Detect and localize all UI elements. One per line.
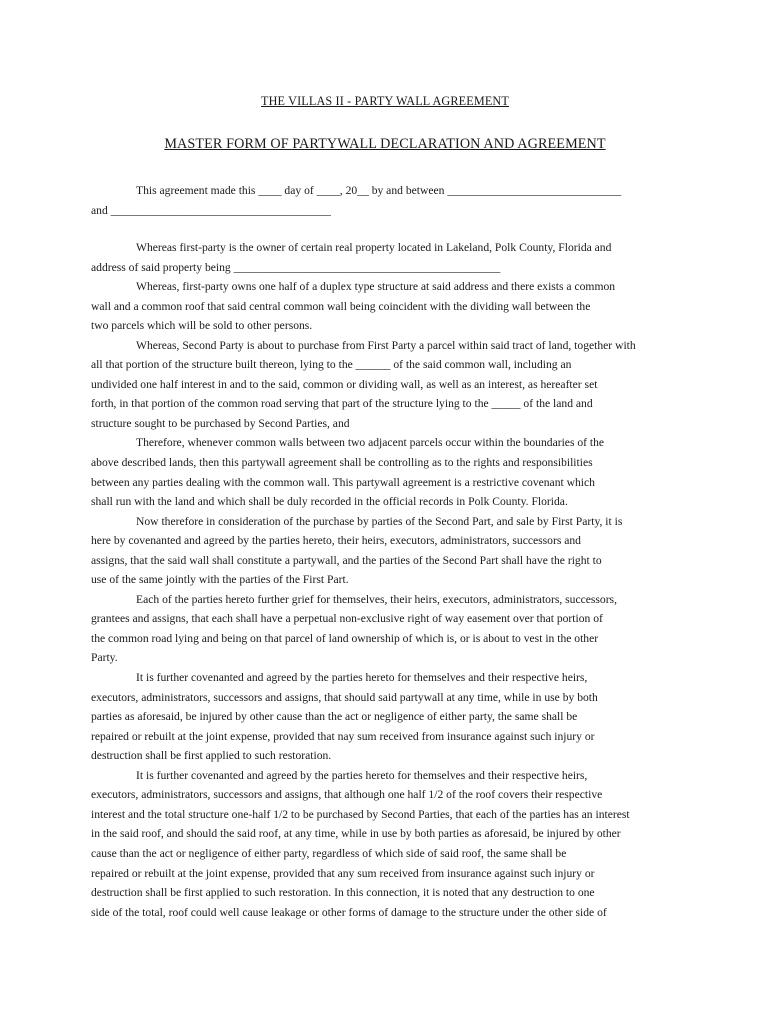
text-line: two parcels which will be sold to other persons. — [91, 319, 313, 333]
text-line: Each of the parties hereto further grief for themselves, their heirs, executors, administrators, successors, — [136, 592, 617, 606]
text-line: all that portion of the structure built thereon, lying to the ______ of the said common wall, including an — [91, 358, 572, 372]
text-line: Whereas first-party is the owner of certain real property located in Lakeland, Polk County, Florida and — [136, 241, 612, 254]
text-line: Now therefore in consideration of the purchase by parties of the Second Part, and sale by First Party, it is — [136, 514, 623, 528]
text-line: undivided one half interest in and to the said, common or dividing wall, as well as an interest, as hereafter set — [91, 377, 598, 391]
text-line: wall and a common roof that said central common wall being coincident with the dividing wall between the — [91, 299, 591, 313]
text-line: cause than the act or negligence of either party, regardless of which side of said roof, the same shall be — [91, 846, 567, 860]
text-line: destruction shall be first applied to such restoration. — [91, 749, 332, 763]
text-line: It is further covenanted and agreed by the parties hereto for themselves and their respective heirs, — [136, 671, 588, 685]
text-line: Party. — [91, 651, 118, 665]
text-line: in the said roof, and should the said roof, at any time, while in use by both parties as aforesaid, be injured by other — [91, 827, 621, 841]
text-line: parties as aforesaid, be injured by other cause than the act or negligence of either party, the same shall be — [91, 710, 578, 724]
text-line: interest and the total structure one-half 1/2 to be purchased by Second Parties, that each of the parties has an interest — [91, 807, 630, 821]
text-line: use of the same jointly with the parties of the First Part. — [91, 573, 349, 587]
text-line: and ______________________________________ — [91, 203, 331, 217]
text-line: here by covenanted and agreed by the parties hereto, their heirs, executors, administrators, successors and — [91, 534, 581, 548]
document-title: THE VILLAS II - PARTY WALL AGREEMENT — [261, 94, 509, 108]
text-line: Therefore, whenever common walls between two adjacent parcels occur within the boundaries of the — [136, 436, 605, 450]
text-line: shall run with the land and which shall be duly recorded in the official records in Polk County. Florida. — [91, 495, 568, 509]
text-line: destruction shall be first applied to such restoration. In this connection, it is noted that any destruction to one — [91, 886, 595, 900]
text-line: executors, administrators, successors and assigns, that should said partywall at any time, while in use by both — [91, 690, 598, 704]
text-line: It is further covenanted and agreed by the parties hereto for themselves and their respective heirs, — [136, 768, 588, 782]
text-line: forth, in that portion of the common road serving that part of the structure lying to the _____ of the land and — [91, 397, 593, 411]
text-line: repaired or rebuilt at the joint expense, provided that any sum received from insurance against such injury or — [91, 866, 595, 880]
text-line: side of the total, roof could well cause leakage or other forms of damage to the structure under the other side of — [91, 905, 607, 919]
text-line: the common road lying and being on that parcel of land ownership of which is, or is about to vest in the other — [91, 631, 599, 645]
text-line: repaired or rebuilt at the joint expense, provided that nay sum received from insurance against such injury or — [91, 729, 595, 743]
text-line: Whereas, first-party owns one half of a duplex type structure at said address and there exists a common — [136, 280, 616, 294]
text-line: executors, administrators, successors and assigns, that although one half 1/2 of the roof covers their respective — [91, 788, 603, 802]
text-line: between any parties dealing with the common wall. This partywall agreement is a restrictive covenant which — [91, 475, 595, 489]
text-line: This agreement made this ____ day of ____, 20__ by and between ______________________________ — [136, 184, 622, 197]
agreement-body — [91, 238, 691, 922]
text-line: grantees and assigns, that each shall have a perpetual non-exclusive right of way easement over that portion of — [91, 612, 603, 626]
text-line: structure sought to be purchased by Second Parties, and — [91, 416, 350, 430]
document-subtitle: MASTER FORM OF PARTYWALL DECLARATION AND AGREEMENT — [164, 136, 606, 152]
text-line: address of said property being ______________________________________________ — [91, 260, 501, 274]
text-line: Whereas, Second Party is about to purchase from First Party a parcel within said tract of land, together with — [136, 338, 636, 352]
text-line: assigns, that the said wall shall constitute a partywall, and the parties of the Second Part shall have the right to — [91, 553, 602, 567]
text-line: above described lands, then this partywall agreement shall be controlling as to the rights and responsibilities — [91, 456, 593, 470]
intro-paragraph — [91, 181, 691, 220]
